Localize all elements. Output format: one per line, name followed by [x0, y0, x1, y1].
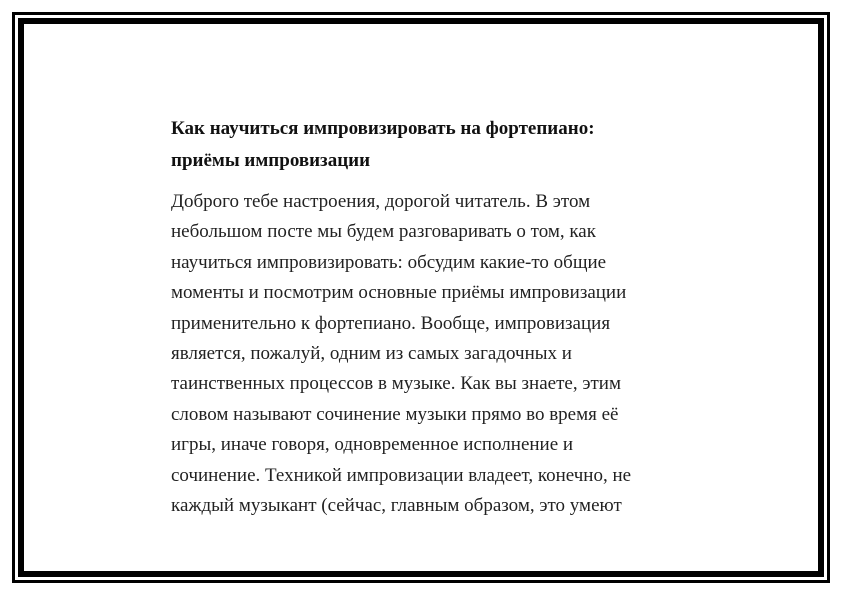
body-line: таинственных процессов в музыке. Как вы знаете, этим [171, 373, 621, 395]
article-title [171, 113, 711, 177]
body-line: небольшом посте мы будем разговаривать о том, как [171, 221, 596, 243]
article-body [171, 187, 711, 521]
body-line: Доброго тебе настроения, дорогой читатель. В этом [171, 191, 591, 212]
article-title-line: приёмы импровизации [171, 150, 371, 171]
body-line: научиться импровизировать: обсудим какие-то общие [171, 251, 607, 273]
article [171, 113, 711, 521]
body-line: моменты и посмотрим основные приёмы импровизации [171, 282, 627, 304]
article-title-line: Как научиться импровизировать на фортепиано: [171, 118, 595, 139]
body-line: применительно к фортепиано. Вообще, импровизация [171, 312, 611, 334]
body-line: является, пожалуй, одним из самых загадочных и [171, 343, 572, 365]
body-line: словом называют сочинение музыки прямо во время её [171, 403, 619, 425]
body-line: сочинение. Техникой импровизации владеет, конечно, не [171, 464, 632, 486]
body-line: каждый музыкант (сейчас, главным образом, это умеют [171, 495, 622, 517]
body-line: игры, иначе говоря, одновременное исполнение и [171, 434, 574, 456]
